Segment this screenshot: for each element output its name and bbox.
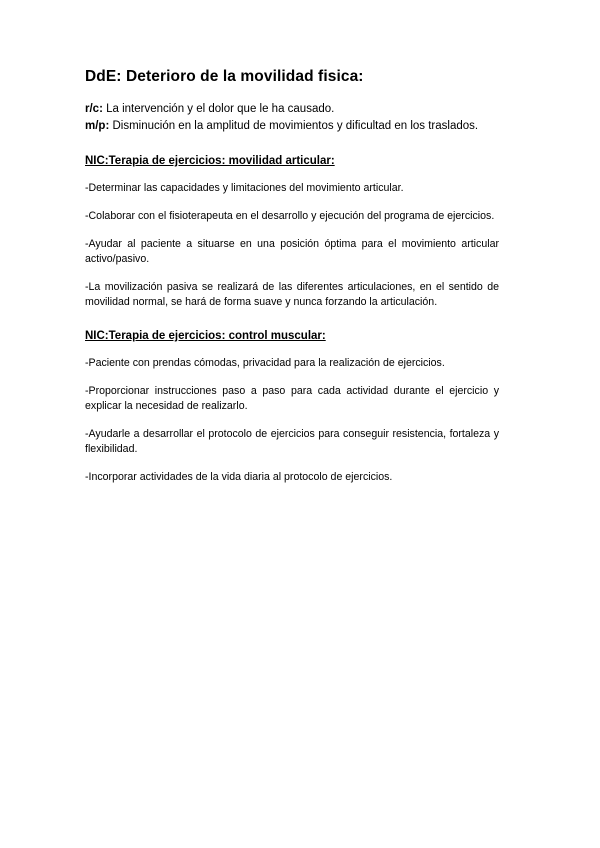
list-item: -La movilización pasiva se realizará de las diferentes articulaciones, en el sentido de movilidad normal, se hará de forma suave y nunca forzando la articulación. <box>85 281 499 308</box>
list-item: -Ayudarle a desarrollar el protocolo de ejercicios para conseguir resistencia, fortaleza y flexibilidad. <box>85 428 499 455</box>
list-item: -Determinar las capacidades y limitaciones del movimiento articular. <box>85 182 404 194</box>
list-item: -Proporcionar instrucciones paso a paso para cada actividad durante el ejercicio y explicar la necesidad de realizarlo. <box>85 385 499 412</box>
list-item: -Ayudar al paciente a situarse en una posición óptima para el movimiento articular activo/pasivo. <box>85 238 499 265</box>
manifested-by-line <box>85 118 499 135</box>
related-to-text: La intervención y el dolor que le ha causado. <box>102 103 335 115</box>
list-item: -Paciente con prendas cómodas, privacidad para la realización de ejercicios. <box>85 357 445 369</box>
document-content <box>85 68 499 485</box>
manifested-by-text: Disminución en la amplitud de movimientos y dificultad en los traslados. <box>109 120 479 132</box>
related-to-label: r/c: <box>85 103 103 115</box>
section-movilidad-articular <box>85 153 499 310</box>
list-item: -Colaborar con el fisioterapeuta en el desarrollo y ejecución del programa de ejercicios. <box>85 210 495 222</box>
list-item: -Incorporar actividades de la vida diaria al protocolo de ejercicios. <box>85 471 393 483</box>
section-control-muscular <box>85 328 499 485</box>
manifested-by-label: m/p: <box>85 120 110 132</box>
document-title: DdE: Deterioro de la movilidad fisica: <box>85 68 364 85</box>
section-heading: NIC:Terapia de ejercicios: movilidad articular: <box>85 155 335 167</box>
section-heading: NIC:Terapia de ejercicios: control muscular: <box>85 330 326 342</box>
related-to-line <box>85 101 499 118</box>
